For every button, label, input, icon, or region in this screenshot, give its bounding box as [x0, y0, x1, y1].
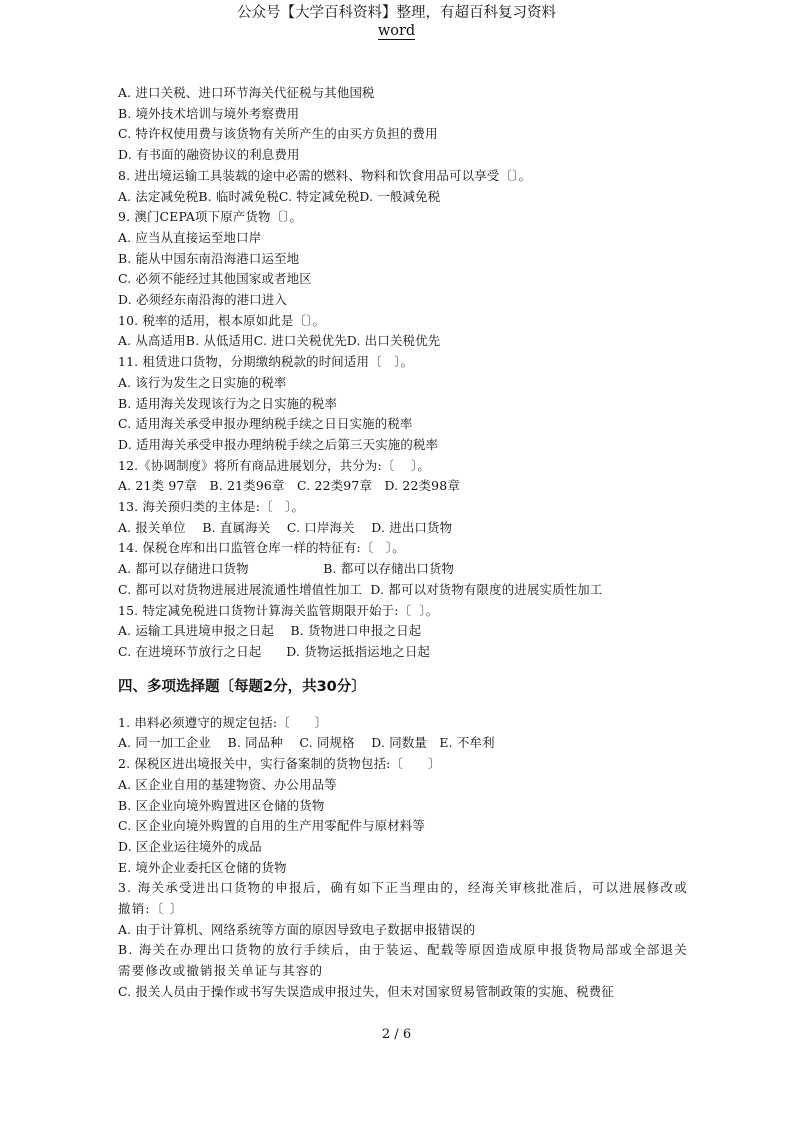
text-paragraph: 3. 海关承受进出口货物的申报后，确有如下正当理由的，经海关审核批准后，可以进展修改或撤销:〔 〕 [118, 880, 688, 917]
text-line: C. 区企业向境外购置的自用的生产用零配件与原材料等 [118, 818, 426, 834]
text-line: A. 由于计算机、网络系统等方面的原因导致电子数据申报错误的 [118, 921, 476, 937]
page-header [0, 4, 793, 40]
text-line: 1. 串料必须遵守的规定包括:〔 〕 [118, 714, 328, 730]
page-number: 2 / 6 [381, 1027, 412, 1042]
text-line: 2. 保税区进出境报关中，实行备案制的货物包括:〔 〕 [118, 756, 441, 772]
text-line: A. 运输工具进境申报之日起 B. 货物进口申报之日起 [118, 623, 422, 639]
header-title: 公众号【大学百科资料】整理，有超百科复习资料 [237, 5, 556, 21]
text-line: D. 适用海关承受申报办理纳税手续之后第三天实施的税率 [118, 436, 439, 452]
text-line: A. 都可以存储进口货物 B. 都可以存储出口货物 [118, 561, 455, 577]
text-line: A. 进口关税、进口环节海关代征税与其他国税 [118, 85, 375, 100]
text-line: A. 报关单位 B. 直属海关 C. 口岸海关 D. 进出口货物 [118, 519, 453, 535]
text-line: A. 同一加工企业 B. 同品种 C. 同规格 D. 同数量 E. 不牟利 [118, 735, 495, 751]
document-body [118, 83, 688, 1003]
text-line: C. 必须不能经过其他国家或者地区 [118, 271, 312, 287]
text-line: A. 区企业自用的基建物资、办公用品等 [118, 776, 337, 792]
text-paragraph: B. 海关在办理出口货物的放行手续后，由于装运、配载等原因造成原申报货物局部或全部退关需要修改或撤销报关单证与其容的 [118, 942, 688, 979]
text-line: 13. 海关预归类的主体是:〔 〕。 [118, 499, 305, 515]
text-line: A. 21类 97章 B. 21类96章 C. 22类97章 D. 22类98章 [118, 478, 460, 494]
text-line: 8. 进出境运输工具装载的途中必需的燃料、物料和饮食用品可以享受〔〕。 [118, 167, 532, 183]
text-line: B. 境外技术培训与境外考察费用 [118, 105, 300, 121]
text-line: A. 该行为发生之日实施的税率 [118, 374, 287, 390]
question-block-single [118, 83, 688, 663]
text-line: 14. 保税仓库和出口监管仓库一样的特征有:〔 〕。 [118, 540, 405, 556]
text-line: C. 特许权使用费与该货物有关所产生的由买方负担的费用 [118, 126, 438, 142]
text-line: 10. 税率的适用，根本原如此是〔〕。 [118, 312, 326, 328]
text-line: C. 适用海关承受申报办理纳税手续之日日实施的税率 [118, 416, 413, 432]
text-line: A. 从高适用B. 从低适用C. 进口关税优先D. 出口关税优先 [118, 333, 441, 349]
text-line: B. 适用海关发现该行为之日实施的税率 [118, 395, 338, 411]
text-line: E. 境外企业委托区仓储的货物 [118, 859, 287, 875]
text-line: A. 应当从直接运至地口岸 [118, 229, 262, 245]
text-line: 9. 澳门CEPA项下原产货物〔〕。 [118, 209, 303, 225]
text-line: 12.《协调制度》将所有商品进展划分，共分为:〔 〕。 [118, 457, 431, 473]
section-heading: 四、多项选择题〔每题2分，共30分〕 [118, 678, 366, 695]
text-line: D. 必须经东南沿海的港口进入 [118, 292, 288, 308]
text-line: C. 报关人员由于操作或书写失误造成申报过失，但未对国家贸易管制政策的实施、税费征 [118, 983, 614, 999]
text-line: A. 法定减免税B. 临时减免税C. 特定减免税D. 一般减免税 [118, 188, 441, 204]
text-line: 15. 特定减免税进口货物计算海关监管期限开始于:〔 〕。 [118, 602, 439, 618]
text-line: B. 能从中国东南沿海港口运至地 [118, 250, 300, 266]
text-line: 11. 租赁进口货物，分期缴纳税款的时间适用〔 〕。 [118, 354, 414, 370]
text-line: C. 都可以对货物进展进展流通性增值性加工 D. 都可以对货物有限度的进展实质性加工 [118, 581, 603, 597]
header-subtitle: word [377, 23, 416, 39]
text-line: D. 有书面的融资协议的利息费用 [118, 147, 300, 163]
text-line: C. 在进境环节放行之日起 D. 货物运抵指运地之日起 [118, 643, 431, 659]
text-line: D. 区企业运往境外的成品 [118, 838, 262, 854]
text-line: B. 区企业向境外购置进区仓储的货物 [118, 797, 325, 813]
question-block-multiple [118, 713, 688, 1003]
